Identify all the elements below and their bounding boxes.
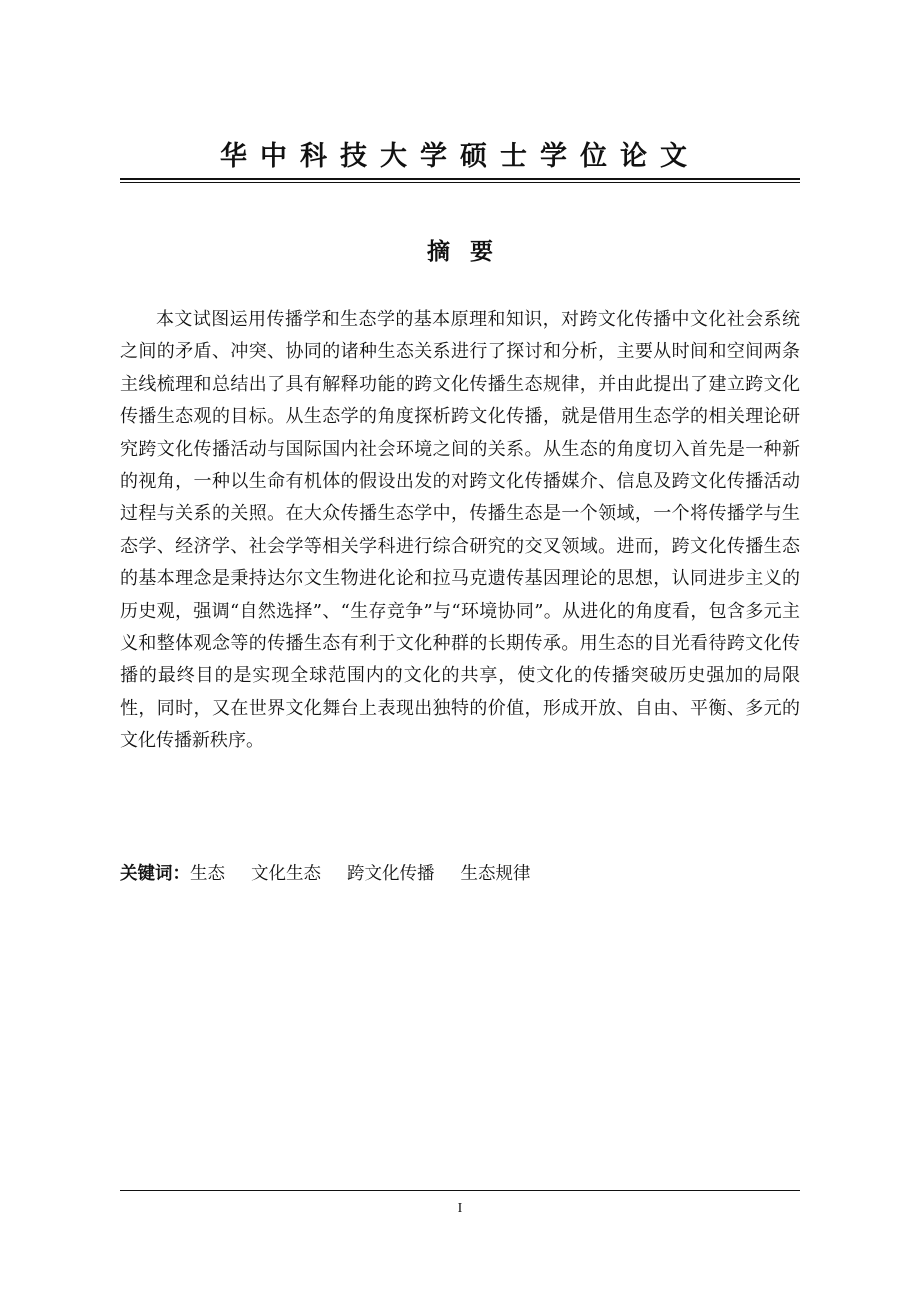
header-rule-thick: [120, 178, 800, 180]
keyword-item: 生态: [190, 864, 225, 884]
page-number: I: [457, 1201, 463, 1216]
keywords-label: 关键词：: [120, 864, 190, 884]
footer-rule: [120, 1190, 800, 1191]
keywords-line: [120, 858, 800, 890]
thesis-header-title: 华中科技大学硕士学位论文: [220, 141, 700, 172]
header-rule-thin: [120, 182, 800, 183]
header-double-rule: [120, 178, 800, 183]
keyword-item: 跨文化传播: [347, 864, 435, 884]
abstract-paragraph: 本文试图运用传播学和生态学的基本原理和知识，对跨文化传播中文化社会系统之间的矛盾、冲突、协同的诸种生态关系进行了探讨和分析，主要从时间和空间两条主线梳理和总结出了具有解释功能的跨文化传播生态规律，并由此提出了建立跨文化传播生态观的目标。从生态学的角度探析跨文化传播，就是借用生态学的相关理论研究跨文化传播活动与国际国内社会环境之间的关系。从生态的角度切入首先是一种新的视角，一种以生命有机体的假设出发的对跨文化传播媒介、信息及跨文化传播活动过程与关系的关照。在大众传播生态学中，传播生态是一个领域，一个将传播学与生态学、经济学、社会学等相关学科进行综合研究的交叉领域。进而，跨文化传播生态的基本理念是秉持达尔文生物进化论和拉马克遗传基因理论的思想，认同进步主义的历史观，强调“自然选择”、“生存竞争”与“环境协同”。从进化的角度看，包含多元主义和整体观念等的传播生态有利于文化种群的长期传承。用生态的目光看待跨文化传播的最终目的是实现全球范围内的文化的共享，使文化的传播突破历史强加的局限性，同时，又在世界文化舞台上表现出独特的价值，形成开放、自由、平衡、多元的文化传播新秩序。: [120, 309, 800, 752]
keyword-item: 文化生态: [251, 864, 321, 884]
abstract-heading: 摘要: [427, 239, 513, 265]
keyword-item: 生态规律: [460, 864, 531, 884]
